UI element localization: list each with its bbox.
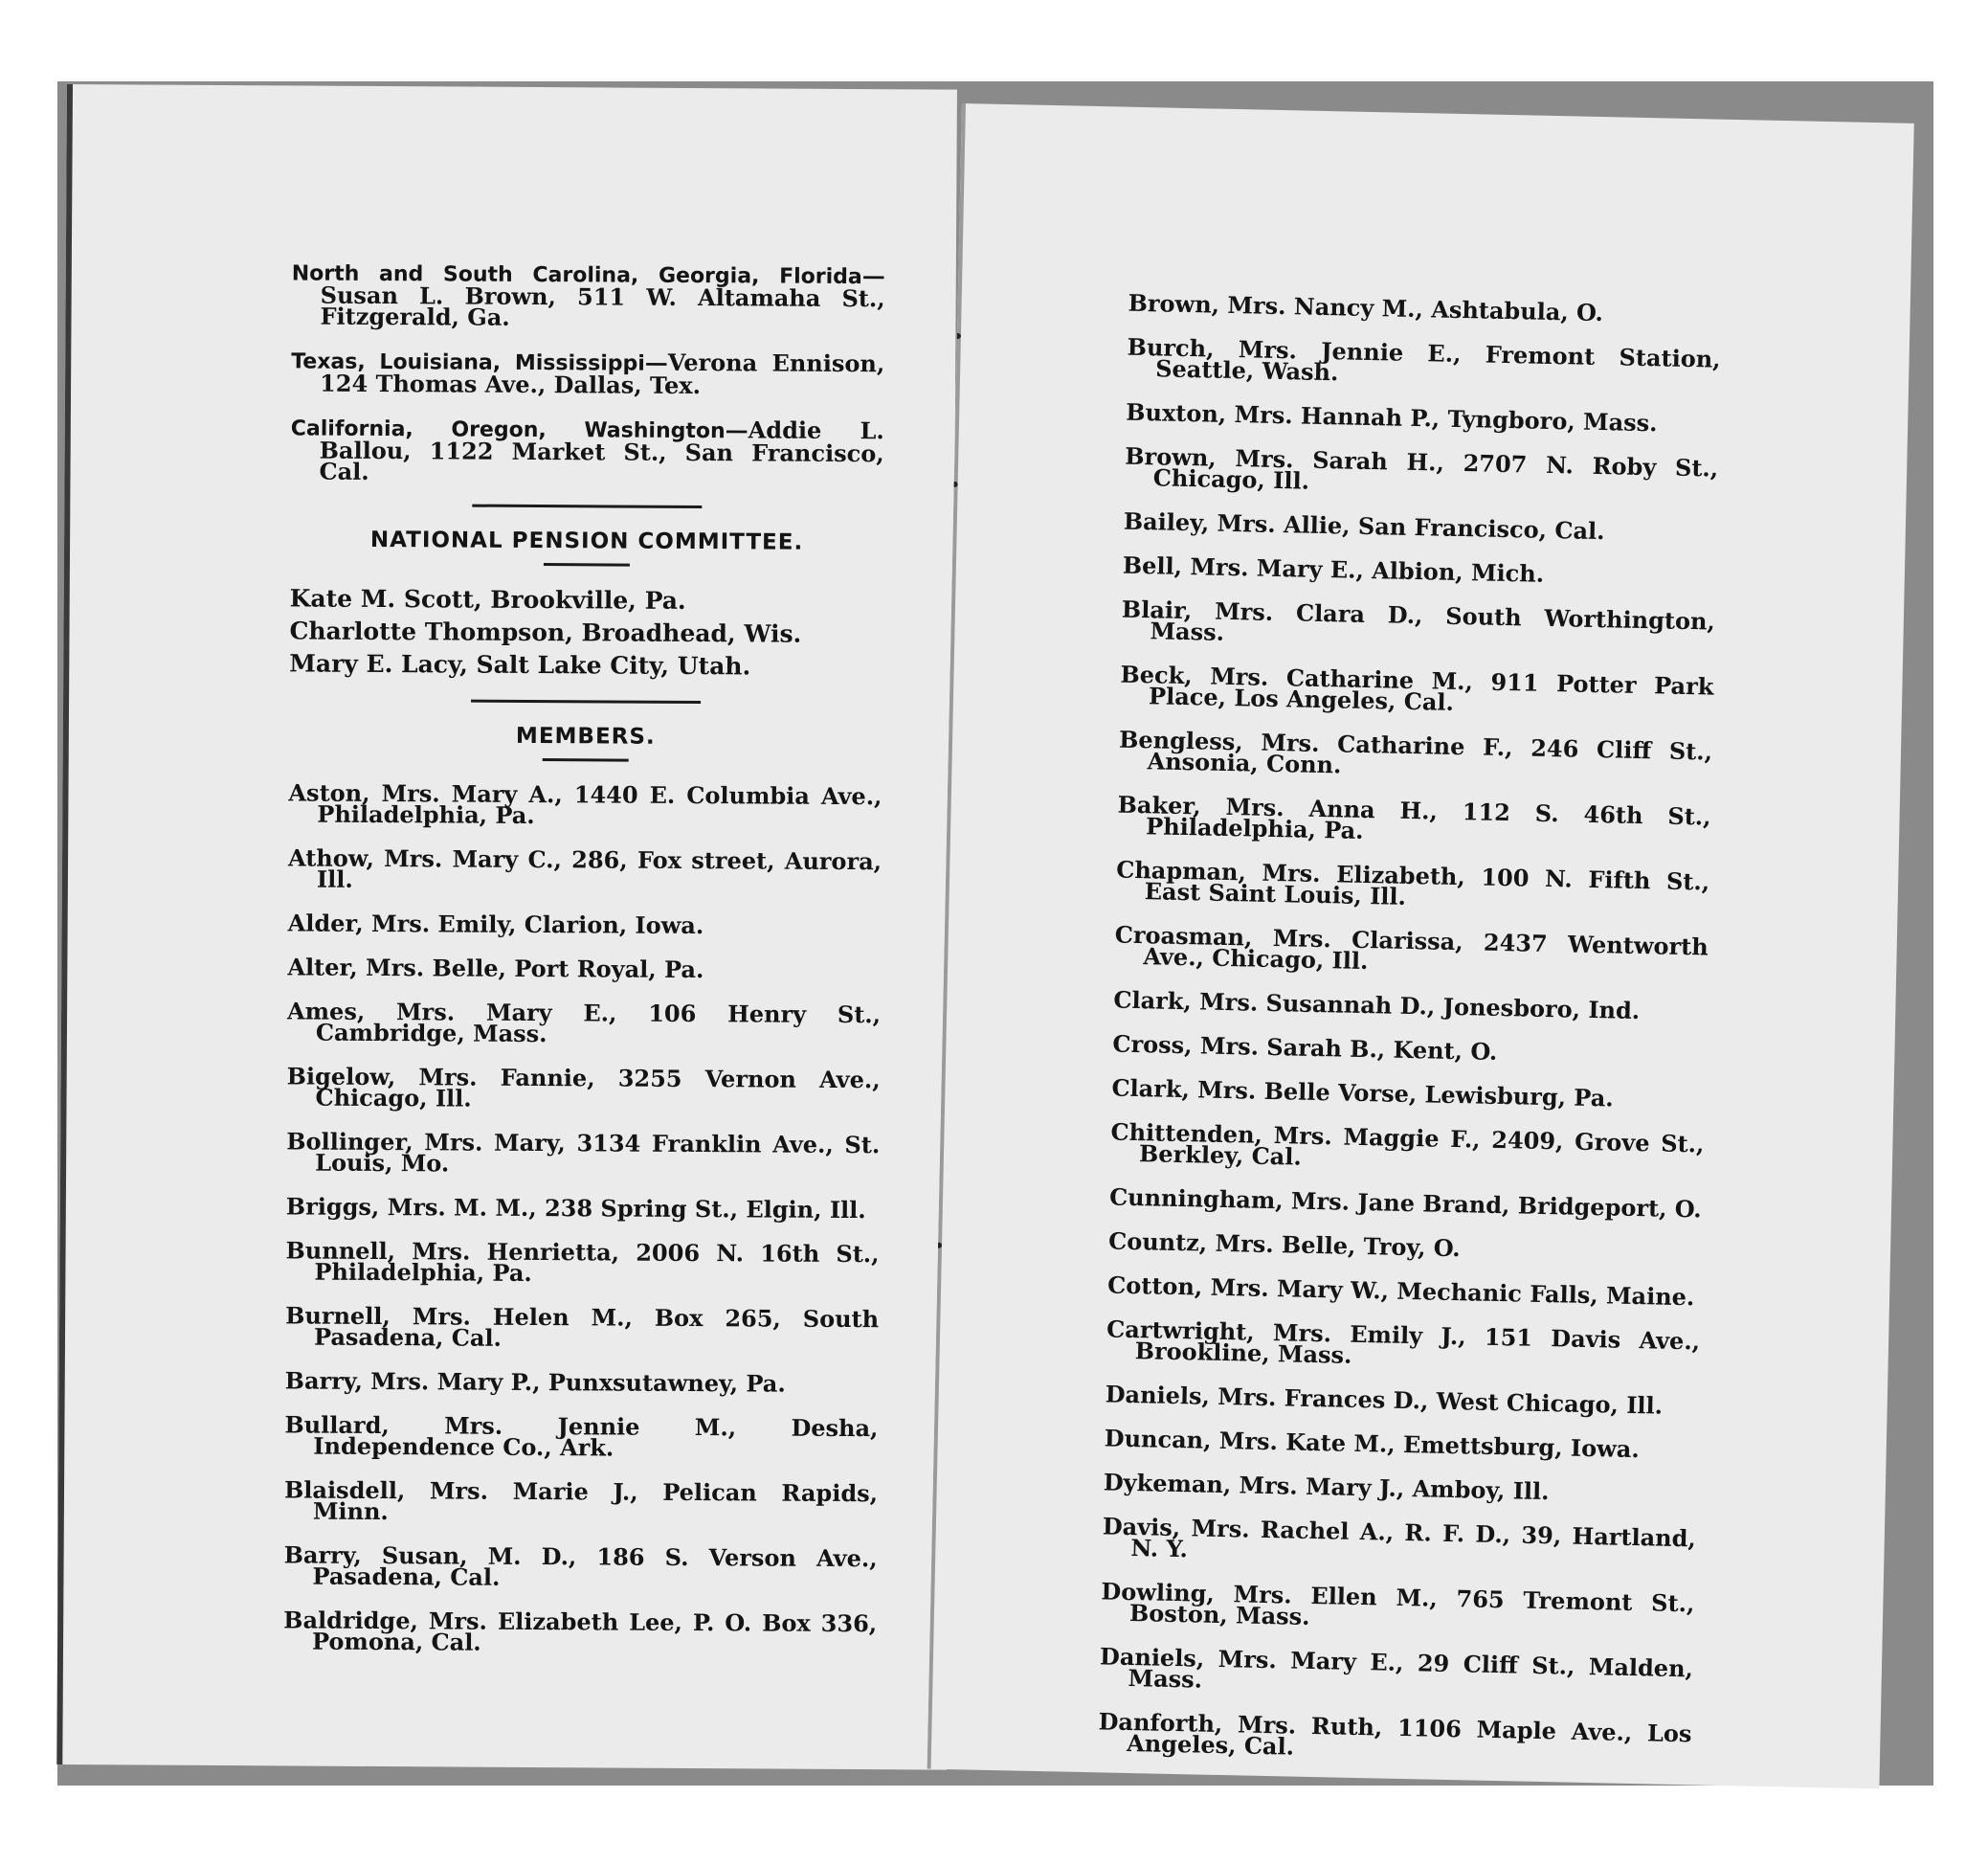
member-entry: Blaisdell, Mrs. Marie J., Pelican Rapids, Minn. (283, 1475, 879, 1526)
member-entry: Dykeman, Mrs. Mary J., Amboy, Ill. (1103, 1468, 1550, 1506)
member-entry: Alder, Mrs. Emily, Clarion, Iowa. (287, 909, 704, 940)
divider-rule (544, 563, 630, 567)
member-entry: Chapman, Mrs. Elizabeth, 100 N. Fifth St., East Saint Louis, Ill. (1115, 855, 1710, 910)
member-entry: Brown, Mrs. Nancy M., Ashtabula, O. (1128, 288, 1604, 327)
member-entry: Barry, Susan, M. D., 186 S. Verson Ave., Pasadena, Cal. (283, 1540, 878, 1591)
member-entry: Bunnell, Mrs. Henrietta, 2006 N. 16th St., Philadelphia, Pa. (285, 1236, 880, 1287)
member-entry: Athow, Mrs. Mary C., 286, Fox street, Aurora, Ill. (287, 843, 882, 893)
state-entry: North and South Carolina, Georgia, Florida—Susan L. Brown, 511 W. Altamaha St., Fitzgerald, Ga. (291, 261, 885, 331)
member-entry: Bullard, Mrs. Jennie M., Desha, Independence Co., Ark. (284, 1410, 879, 1462)
member-entry: Blair, Mrs. Clara D., South Worthington, Mass. (1121, 595, 1716, 646)
member-entry: Cross, Mrs. Sarah B., Kent, O. (1112, 1029, 1498, 1066)
member-entry: Cartwright, Mrs. Emily J., 151 Davis Ave., Brookline, Mass. (1106, 1314, 1701, 1369)
member-entry: Alter, Mrs. Belle, Port Royal, Pa. (287, 953, 704, 984)
state-entry: Texas, Louisiana, Mississippi—Verona Ennison, 124 Thomas Ave., Dallas, Tex. (291, 348, 885, 400)
member-entry: Countz, Mrs. Belle, Troy, O. (1107, 1226, 1462, 1263)
committee-member: Kate M. Scott, Brookville, Pa. (289, 584, 686, 615)
right-page (927, 103, 1914, 1788)
member-entry: Aston, Mrs. Mary A., 1440 E. Columbia Ave., Philadelphia, Pa. (288, 778, 882, 829)
committee-list (289, 585, 883, 681)
members-list-left (283, 778, 882, 1656)
member-entry: Chittenden, Mrs. Maggie F., 2409, Grove St., Berkley, Cal. (1110, 1117, 1705, 1171)
member-entry: Croasman, Mrs. Clarissa, 2437 Wentworth Ave., Chicago, Ill. (1114, 920, 1709, 976)
member-entry: Burch, Mrs. Jennie E., Fremont Station, Seattle, Wash. (1127, 332, 1721, 387)
divider-rule (472, 505, 702, 508)
member-entry: Baldridge, Mrs. Elizabeth Lee, P. O. Box 336, Pomona, Cal. (283, 1606, 878, 1656)
member-entry: Ames, Mrs. Mary E., 106 Henry St., Cambridge, Mass. (287, 997, 882, 1048)
divider-rule (471, 700, 701, 704)
member-entry: Cotton, Mrs. Mary W., Mechanic Falls, Maine. (1106, 1270, 1695, 1312)
committee-member: Charlotte Thompson, Broadhead, Wis. (289, 617, 802, 648)
committee-member: Mary E. Lacy, Salt Lake City, Utah. (289, 649, 751, 681)
member-entry: Clark, Mrs. Belle Vorse, Lewisburg, Pa. (1111, 1073, 1614, 1112)
member-entry: Duncan, Mrs. Kate M., Emettsburg, Iowa. (1104, 1424, 1641, 1464)
state-entry: California, Oregon, Washington—Addie L. Ballou, 1122 Market St., San Francisco, Cal. (290, 416, 884, 485)
member-entry: Briggs, Mrs. M. M., 238 Spring St., Elgin, Ill. (285, 1192, 866, 1225)
members-list-right (1098, 288, 1722, 1766)
member-entry: Davis, Mrs. Rachel A., R. F. D., 39, Hartland, N. Y. (1102, 1512, 1697, 1563)
state-entries (290, 261, 884, 485)
right-page-column (1098, 270, 1723, 1776)
member-entry: Bailey, Mrs. Allie, San Francisco, Cal. (1123, 506, 1605, 546)
left-page (56, 84, 957, 1770)
member-entry: Bengless, Mrs. Catharine F., 246 Cliff St., Ansonia, Conn. (1118, 725, 1713, 779)
divider-rule (543, 758, 629, 762)
member-entry: Danforth, Mrs. Ruth, 1106 Maple Ave., Los Angeles, Cal. (1098, 1707, 1692, 1761)
member-entry: Dowling, Mrs. Ellen M., 765 Tremont St., Boston, Mass. (1101, 1577, 1695, 1630)
member-entry: Barry, Mrs. Mary P., Punxsutawney, Pa. (284, 1366, 786, 1398)
member-entry: Bollinger, Mrs. Mary, 3134 Franklin Ave., St. Louis, Mo. (286, 1127, 881, 1178)
member-entry: Daniels, Mrs. Frances D., West Chicago, Ill. (1105, 1380, 1664, 1420)
member-entry: Clark, Mrs. Susannah D., Jonesboro, Ind. (1113, 985, 1641, 1025)
member-entry: Baker, Mrs. Anna H., 112 S. 46th St., Philadelphia, Pa. (1117, 790, 1711, 844)
member-entry: Bell, Mrs. Mary E., Albion, Mich. (1122, 551, 1545, 588)
left-page-column (283, 238, 885, 1665)
member-entry: Brown, Mrs. Sarah H., 2707 N. Roby St., Chicago, Ill. (1125, 441, 1719, 495)
member-entry: Beck, Mrs. Catharine M., 911 Potter Park Place, Los Angeles, Cal. (1120, 660, 1714, 716)
member-entry: Burnell, Mrs. Helen M., Box 265, South Pasadena, Cal. (285, 1301, 880, 1352)
member-entry: Buxton, Mrs. Hannah P., Tyngboro, Mass. (1125, 397, 1658, 438)
members-heading: MEMBERS. (515, 723, 656, 750)
member-entry: Bigelow, Mrs. Fannie, 3255 Vernon Ave., Chicago, Ill. (286, 1062, 881, 1112)
member-entry: Cunningham, Mrs. Jane Brand, Bridgeport, O. (1108, 1182, 1702, 1224)
member-entry: Daniels, Mrs. Mary E., 29 Cliff St., Malden, Mass. (1099, 1642, 1694, 1694)
committee-heading: NATIONAL PENSION COMMITTEE. (369, 527, 804, 555)
